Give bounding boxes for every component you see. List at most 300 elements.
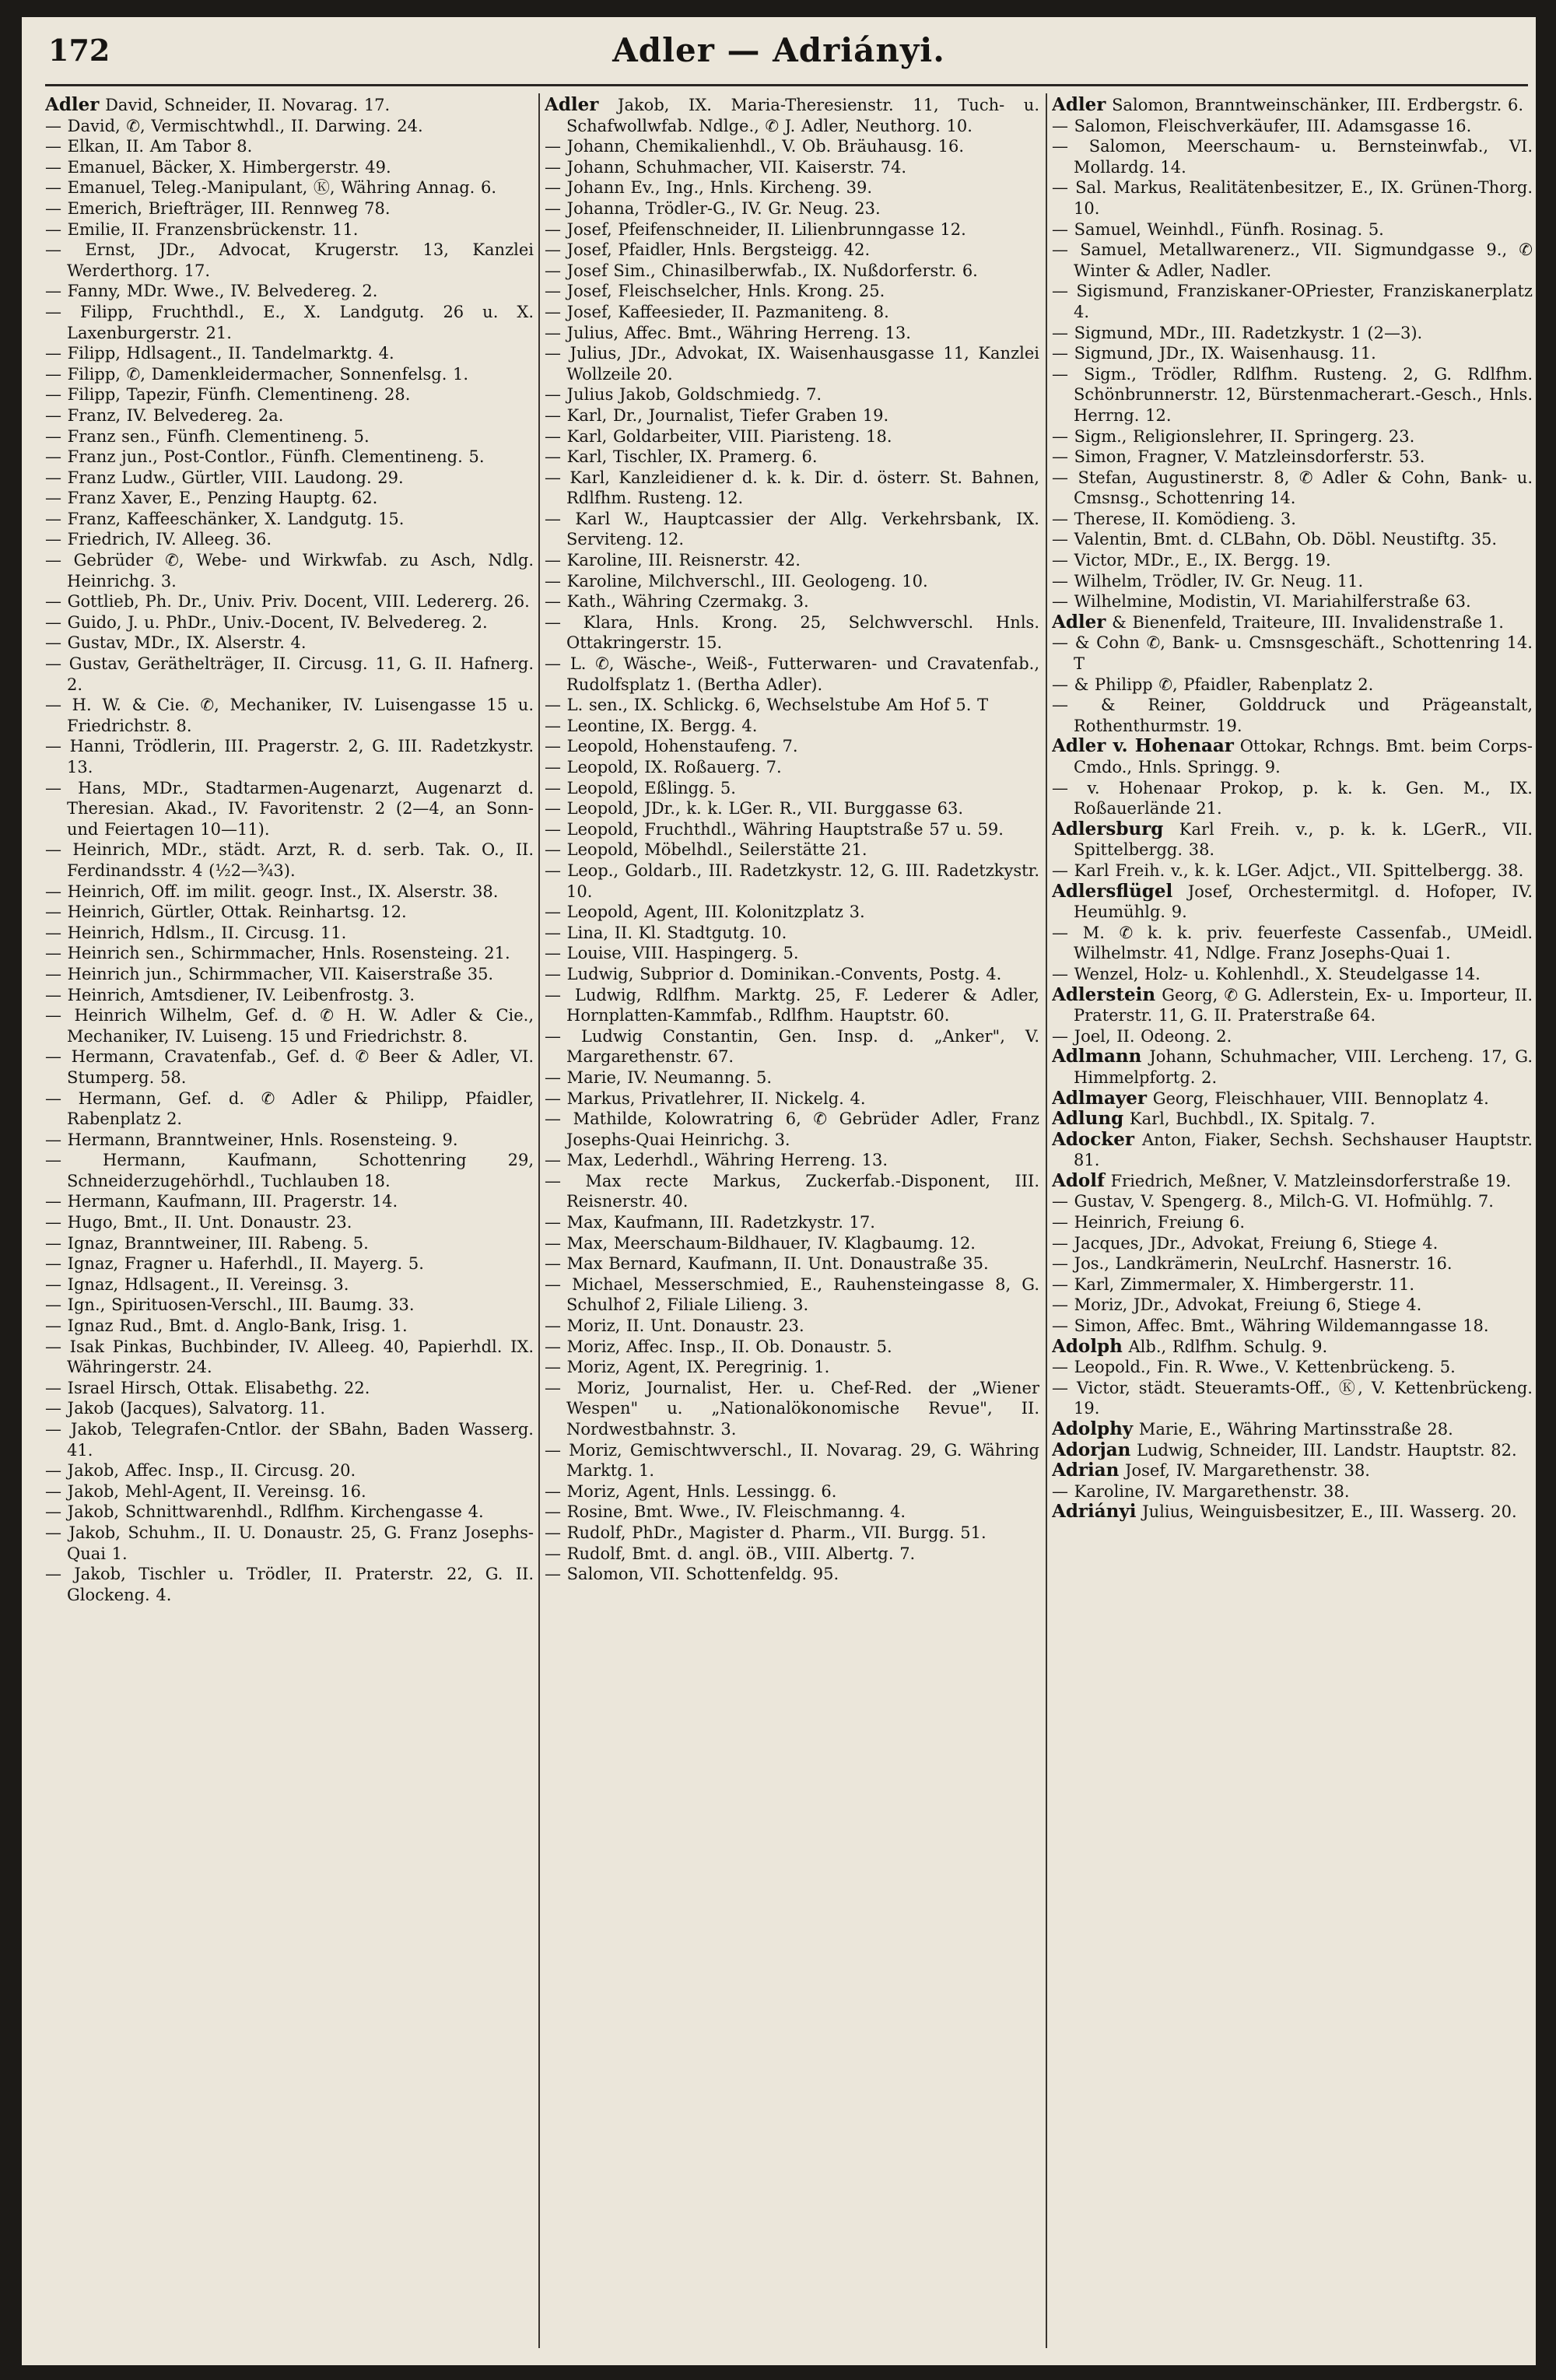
directory-entry: [1052, 447, 1533, 468]
directory-entry: [45, 177, 534, 198]
entry-text: — Jos., Landkrämerin, NeuLrchf. Hasnerstr. 16.: [1052, 1254, 1453, 1274]
entry-text: — Leop., Goldarb., III. Radetzkystr. 12, G. III. Radetzkystr. 10.: [545, 861, 1039, 901]
entry-text: — Ernst, JDr., Advocat, Krugerstr. 13, Kanzlei Werderthorg. 17.: [45, 240, 534, 280]
directory-entry: [45, 405, 534, 426]
directory-entry: [545, 1564, 1039, 1585]
directory-entry: [45, 736, 534, 777]
directory-entry: [545, 240, 1039, 261]
directory-entry: [1052, 1191, 1533, 1212]
directory-entry: [545, 136, 1039, 157]
directory-entry: [545, 943, 1039, 964]
column-divider-1: [538, 93, 540, 2348]
directory-entry: [1052, 985, 1533, 1026]
entry-text: — Julius Jakob, Goldschmiedg. 7.: [545, 385, 822, 405]
entry-text: — Jakob, Tischler u. Trödler, II. Praterstr. 22, G. II. Glockeng. 4.: [45, 1565, 534, 1604]
entry-text: — Wilhelm, Trödler, IV. Gr. Neug. 11.: [1052, 571, 1364, 591]
directory-entry: [545, 1378, 1039, 1440]
directory-entry: [545, 468, 1039, 509]
entry-text: David, Schneider, II. Novarag. 17.: [99, 96, 391, 114]
directory-entry: [545, 1274, 1039, 1316]
directory-entry: [545, 1171, 1039, 1212]
entry-text: — Heinrich, Off. im milit. geogr. Inst., IX. Alserstr. 38.: [45, 882, 499, 901]
directory-entry: [1052, 509, 1533, 530]
directory-entry: [545, 612, 1039, 654]
directory-entry: [545, 839, 1039, 861]
directory-entry: [1052, 633, 1533, 674]
directory-entry: [545, 323, 1039, 344]
directory-entry: [545, 1544, 1039, 1565]
directory-entry: [1052, 1253, 1533, 1274]
directory-entry: [1052, 1171, 1533, 1192]
entry-text: — Moriz, Affec. Insp., II. Ob. Donaustr. 5.: [545, 1337, 892, 1356]
entry-text: — Leopold, Fruchthdl., Währing Hauptstraße 57 u. 59.: [545, 819, 1004, 839]
directory-entry: [45, 902, 534, 923]
entry-text: Josef, Orchestermitgl. d. Hofoper, IV. Heumühlg. 9.: [1074, 882, 1533, 922]
directory-entry: [545, 695, 1039, 716]
directory-entry: [545, 95, 1039, 136]
directory-entry: [45, 509, 534, 530]
directory-entry: [545, 426, 1039, 447]
surname-heading: Adlerstein: [1052, 983, 1156, 1005]
entry-text: — Sigmund, JDr., IX. Waisenhausg. 11.: [1052, 344, 1376, 363]
directory-entry: [545, 1523, 1039, 1544]
entry-text: — Victor, MDr., E., IX. Bergg. 19.: [1052, 551, 1331, 570]
directory-entry: [1052, 1460, 1533, 1481]
entry-text: — Karl Freih. v., k. k. LGer. Adjct., VII. Spittelbergg. 38.: [1052, 861, 1524, 880]
directory-entry: [1052, 468, 1533, 509]
surname-heading: Adriányi: [1052, 1501, 1137, 1523]
entry-text: — Marie, IV. Neumanng. 5.: [545, 1067, 773, 1087]
directory-entry: [45, 281, 534, 302]
entry-text: — Josef Sim., Chinasilberwfab., IX. Nußdorferstr. 6.: [545, 261, 978, 280]
entry-text: — L. ✆, Wäsche-, Weiß-, Futterwaren- und Cravatenfab., Rudolfsplatz 1. (Bertha Adler).: [545, 654, 1039, 694]
entry-text: — Karoline, Milchverschl., III. Geologeng. 10.: [545, 571, 928, 591]
entry-text: — Josef, Pfeifenschneider, II. Lilienbrunngasse 12.: [545, 219, 966, 239]
entry-text: — Rudolf, Bmt. d. angl. öB., VIII. Albertg. 7.: [545, 1544, 916, 1563]
surname-heading: Adolf: [1052, 1169, 1105, 1191]
directory-entry: [545, 861, 1039, 902]
directory-entry: [545, 1109, 1039, 1150]
directory-entry: [545, 923, 1039, 944]
entry-text: Anton, Fiaker, Sechsh. Sechshauser Hauptstr. 81.: [1074, 1130, 1533, 1170]
entry-text: — Karoline, III. Reisnerstr. 42.: [545, 551, 801, 570]
directory-entry: [45, 302, 534, 343]
entry-text: — Heinrich, Freiung 6.: [1052, 1213, 1246, 1232]
entry-text: — Gustav, Geräthelträger, II. Circusg. 11, G. II. Hafnerg. 2.: [45, 654, 534, 694]
surname-heading: Adlmann: [1052, 1046, 1142, 1067]
entry-text: — Emerich, Briefträger, III. Rennweg 78.: [45, 198, 391, 218]
directory-entry: [545, 198, 1039, 219]
entry-text: — Leopold., Fin. R. Wwe., V. Kettenbrückeng. 5.: [1052, 1358, 1456, 1377]
entry-text: — Sigismund, Franziskaner-OPriester, Franziskanerplatz 4.: [1052, 282, 1533, 321]
directory-entry: [1052, 116, 1533, 137]
directory-entry: [45, 1564, 534, 1605]
surname-heading: Adlmayer: [1052, 1087, 1148, 1109]
entry-text: — Moriz, Agent, IX. Peregrinig. 1.: [545, 1358, 830, 1377]
entry-text: — Hermann, Branntweiner, Hnls. Rosensteing. 9.: [45, 1130, 458, 1149]
directory-entry: [1052, 1337, 1533, 1358]
directory-entry: [1052, 95, 1533, 116]
directory-entry: [45, 550, 534, 591]
directory-entry: [45, 923, 534, 944]
directory-entry: [45, 1191, 534, 1212]
page-title: Adler — Adriányi.: [612, 31, 945, 69]
surname-heading: Adrian: [1052, 1460, 1120, 1481]
directory-entry: [545, 177, 1039, 198]
directory-entry: [1052, 1130, 1533, 1171]
directory-column-2: [545, 95, 1039, 2351]
surname-heading: Adlersflügel: [1052, 880, 1173, 902]
directory-entry: [545, 964, 1039, 985]
directory-entry: [45, 95, 534, 116]
directory-entry: [45, 1419, 534, 1460]
entry-text: — Filipp, Hdlsagent., II. Tandelmarktg. 4.: [45, 344, 394, 363]
directory-entry: [545, 1337, 1039, 1358]
directory-entry: [545, 1253, 1039, 1274]
entry-text: — David, ✆, Vermischtwhdl., II. Darwing. 24.: [45, 116, 423, 135]
entry-text: — Leopold, Eßlingg. 5.: [545, 778, 736, 797]
directory-entry: [45, 1150, 534, 1191]
entry-text: & Bienenfeld, Traiteure, III. Invalidenstraße 1.: [1106, 612, 1504, 632]
directory-entry: [45, 1233, 534, 1254]
directory-entry: [1052, 364, 1533, 426]
entry-text: — Jakob, Schuhm., II. U. Donaustr. 25, G. Franz Josephs-Quai 1.: [45, 1523, 534, 1563]
entry-text: — Franz jun., Post-Contlor., Fünfh. Clementineng. 5.: [45, 447, 485, 467]
directory-entry: [45, 468, 534, 489]
entry-text: — Max, Kaufmann, III. Radetzkystr. 17.: [545, 1213, 875, 1232]
entry-text: — Ignaz, Fragner u. Haferhdl., II. Mayerg. 5.: [45, 1254, 424, 1274]
entry-text: — Salomon, VII. Schottenfeldg. 95.: [545, 1565, 839, 1584]
entry-text: — Johann, Chemikalienhdl., V. Ob. Bräuhausg. 16.: [545, 137, 965, 156]
entry-text: — Jakob, Affec. Insp., II. Circusg. 20.: [45, 1461, 356, 1481]
directory-entry: [1052, 1295, 1533, 1316]
directory-entry: [45, 882, 534, 903]
directory-entry: [45, 1502, 534, 1523]
entry-text: — Ignaz, Branntweiner, III. Rabeng. 5.: [45, 1233, 369, 1253]
entry-text: — Moriz, Gemischtwverschl., II. Novarag. 29, G. Währing Marktg. 1.: [545, 1440, 1039, 1481]
directory-entry: [1052, 675, 1533, 696]
directory-entry: [45, 1337, 534, 1378]
entry-text: — Sal. Markus, Realitätenbesitzer, E., IX. Grünen-Thorg. 10.: [1052, 178, 1533, 218]
directory-entry: [45, 384, 534, 405]
directory-entry: [45, 343, 534, 364]
directory-entry: [1052, 571, 1533, 592]
directory-entry: [1052, 1419, 1533, 1440]
directory-entry: [45, 1460, 534, 1481]
entry-text: — Jacques, JDr., Advokat, Freiung 6, Stiege 4.: [1052, 1233, 1439, 1253]
entry-text: — L. sen., IX. Schlickg. 6, Wechselstube Am Hof 5. T: [545, 696, 989, 715]
surname-heading: Adler: [1052, 95, 1106, 115]
directory-entry: [1052, 1316, 1533, 1337]
directory-entry: [545, 1502, 1039, 1523]
directory-entry: [545, 1026, 1039, 1067]
surname-heading: Adlersburg: [1052, 818, 1164, 839]
entry-text: Ludwig, Schneider, III. Landstr. Hauptstr. 82.: [1130, 1440, 1517, 1460]
directory-entry: [545, 798, 1039, 819]
directory-entry: [545, 1150, 1039, 1171]
entry-text: — Hanni, Trödlerin, III. Pragerstr. 2, G. III. Radetzkystr. 13.: [45, 737, 534, 776]
directory-entry: [1052, 1026, 1533, 1047]
entry-text: — Heinrich sen., Schirmmacher, Hnls. Rosensteing. 21.: [45, 944, 510, 963]
directory-entry: [545, 447, 1039, 468]
entry-text: Josef, IV. Margarethenstr. 38.: [1119, 1461, 1370, 1481]
entry-text: — Ignaz, Hdlsagent., II. Vereinsg. 3.: [45, 1274, 349, 1294]
directory-entry: [1052, 177, 1533, 219]
directory-entry: [45, 198, 534, 219]
directory-entry: [1052, 136, 1533, 177]
directory-entry: [45, 157, 534, 178]
entry-text: — Leopold, IX. Roßauerg. 7.: [545, 758, 782, 776]
entry-text: — H. W. & Cie. ✆, Mechaniker, IV. Luisengasse 15 u. Friedrichstr. 8.: [45, 696, 534, 735]
entry-text: — Louise, VIII. Haspingerg. 5.: [545, 944, 799, 963]
entry-text: — Wilhelmine, Modistin, VI. Mariahilferstraße 63.: [1052, 592, 1471, 612]
surname-heading: Adlung: [1052, 1108, 1124, 1130]
directory-entry: [545, 1316, 1039, 1337]
entry-text: — Jakob (Jacques), Salvatorg. 11.: [45, 1399, 326, 1418]
entry-text: — Samuel, Weinhdl., Fünfh. Rosinag. 5.: [1052, 219, 1384, 239]
directory-entry: [1052, 1378, 1533, 1419]
entry-text: — Sigm., Trödler, Rdlfhm. Rusteng. 2, G. Rdlfhm. Schönbrunnerstr. 12, Bürstenmacherart.-Gesch., Hnls. Herrng. 12.: [1052, 364, 1533, 425]
directory-entry: [45, 591, 534, 612]
directory-entry: [1052, 343, 1533, 364]
entry-text: — Hugo, Bmt., II. Unt. Donaustr. 23.: [45, 1213, 352, 1232]
directory-entry: [545, 736, 1039, 757]
entry-text: — Karl, Goldarbeiter, VIII. Piaristeng. 18.: [545, 426, 892, 446]
entry-text: — Lina, II. Kl. Stadtgutg. 10.: [545, 923, 787, 942]
directory-entry: [545, 1481, 1039, 1502]
entry-text: — Markus, Privatlehrer, II. Nickelg. 4.: [545, 1088, 866, 1108]
entry-text: — Rudolf, PhDr., Magister d. Pharm., VII. Burgg. 51.: [545, 1523, 987, 1542]
entry-text: — Heinrich, MDr., städt. Arzt, R. d. serb. Tak. O., II. Ferdinandsstr. 4 (½2—¾3).: [45, 840, 534, 880]
entry-text: — Franz, Kaffeeschänker, X. Landgutg. 15.: [45, 509, 405, 528]
entry-text: — Emanuel, Teleg.-Manipulant, Ⓚ, Währing Annag. 6.: [45, 178, 497, 198]
directory-entry: [1052, 550, 1533, 571]
entry-text: — Kath., Währing Czermakg. 3.: [545, 592, 809, 612]
directory-entry: [45, 240, 534, 281]
entry-text: — Friedrich, IV. Alleeg. 36.: [45, 530, 272, 549]
directory-entry: [1052, 1481, 1533, 1502]
directory-entry: [45, 695, 534, 736]
entry-text: — M. ✆ k. k. priv. feuerfeste Cassenfab., UMeidl. Wilhelmstr. 41, Ndlge. Franz Josephs-Quai 1.: [1052, 923, 1533, 963]
entry-text: — Max recte Markus, Zuckerfab.-Disponent, III. Reisnerstr. 40.: [545, 1171, 1039, 1211]
entry-text: — Simon, Fragner, V. Matzleinsdorferstr. 53.: [1052, 447, 1425, 467]
entry-text: — Karl, Zimmermaler, X. Himbergerstr. 11.: [1052, 1274, 1415, 1294]
directory-entry: [45, 529, 534, 550]
directory-entry: [45, 1046, 534, 1088]
directory-entry: [45, 364, 534, 385]
surname-heading: Adorjan: [1052, 1439, 1131, 1460]
directory-entry: [45, 1523, 534, 1564]
entry-text: — Hermann, Kaufmann, Schottenring 29, Schneiderzugehörhdl., Tuchlauben 18.: [45, 1151, 534, 1190]
directory-entry: [545, 757, 1039, 778]
directory-entry: [45, 778, 534, 840]
directory-entry: [1052, 529, 1533, 550]
directory-entry: [1052, 1046, 1533, 1088]
entry-text: — Wenzel, Holz- u. Kohlenhdl., X. Steudelgasse 14.: [1052, 964, 1481, 983]
directory-entry: [545, 571, 1039, 592]
entry-text: Jakob, IX. Maria-Theresienstr. 11, Tuch- u. Schafwollwfab. Ndlge., ✆ J. Adler, Neuthorg. 10.: [566, 96, 1039, 135]
directory-entry: [545, 550, 1039, 571]
directory-entry: [45, 1212, 534, 1233]
directory-entry: [45, 654, 534, 695]
directory-entry: [45, 447, 534, 468]
page-number: 172: [48, 33, 110, 68]
entry-text: — Jakob, Schnittwarenhdl., Rdlfhm. Kirchengasse 4.: [45, 1502, 484, 1522]
directory-entry: [545, 384, 1039, 405]
directory-entry: [1052, 1274, 1533, 1295]
directory-entry: [545, 1233, 1039, 1254]
entry-text: — Leopold, Möbelhdl., Seilerstätte 21.: [545, 840, 867, 860]
entry-text: — Valentin, Bmt. d. CLBahn, Ob. Döbl. Neustiftg. 35.: [1052, 530, 1498, 549]
entry-text: — Heinrich Wilhelm, Gef. d. ✆ H. W. Adler & Cie., Mechaniker, IV. Luiseng. 15 und Friedrichstr. 8.: [45, 1006, 534, 1046]
entry-text: — Karl W., Hauptcassier der Allg. Verkehrsbank, IX. Serviteng. 12.: [545, 509, 1039, 549]
entry-text: — Heinrich jun., Schirmmacher, VII. Kaiserstraße 35.: [45, 964, 494, 983]
directory-entry: [45, 1316, 534, 1337]
surname-heading: Adler: [545, 95, 599, 115]
directory-entry: [545, 261, 1039, 282]
entry-text: — Sigmund, MDr., III. Radetzkystr. 1 (2—3).: [1052, 323, 1423, 342]
entry-text: — Michael, Messerschmied, E., Rauhensteingasse 8, G. Schulhof 2, Filiale Lilieng. 3.: [545, 1274, 1039, 1315]
entry-text: — Moriz, JDr., Advokat, Freiung 6, Stiege 4.: [1052, 1295, 1422, 1315]
directory-entry: [545, 281, 1039, 302]
directory-entry: [545, 591, 1039, 612]
entry-text: — Leopold, Agent, III. Kolonitzplatz 3.: [545, 903, 865, 922]
directory-entry: [545, 1357, 1039, 1378]
entry-text: — Guido, J. u. PhDr., Univ.-Docent, IV. Belvedereg. 2.: [45, 612, 488, 632]
directory-entry: [545, 819, 1039, 840]
entry-text: — Moriz, Journalist, Her. u. Chef-Red. der „Wiener Wespen" u. „Nationalökonomische Revue", II. Nordwestbahnstr. 3.: [545, 1378, 1039, 1439]
entry-text: — Ludwig, Rdlfhm. Marktg. 25, F. Lederer & Adler, Hornplatten-Kammfab., Rdlfhm. Hauptstr. 60.: [545, 985, 1039, 1025]
column-divider-2: [1046, 93, 1047, 2348]
entry-text: — Ludwig Constantin, Gen. Insp. d. „Anker", V. Margarethenstr. 67.: [545, 1026, 1039, 1067]
entry-text: — Heinrich, Gürtler, Ottak. Reinhartsg. 12.: [45, 903, 407, 922]
entry-text: — Julius, Affec. Bmt., Währing Herreng. 13.: [545, 323, 911, 342]
entry-text: — Rosine, Bmt. Wwe., IV. Fleischmanng. 4.: [545, 1502, 906, 1522]
entry-text: — Julius, JDr., Advokat, IX. Waisenhausgasse 11, Kanzlei Wollzeile 20.: [545, 344, 1039, 384]
entry-text: — Jakob, Mehl-Agent, II. Vereinsg. 16.: [45, 1481, 366, 1501]
entry-text: Ottokar, Rchngs. Bmt. beim Corps-Cmdo., Hnls. Springg. 9.: [1074, 737, 1533, 776]
entry-text: — Therese, II. Komödieng. 3.: [1052, 509, 1296, 528]
entry-text: Alb., Rdlfhm. Schulg. 9.: [1122, 1337, 1328, 1356]
entry-text: — Sigm., Religionslehrer, II. Springerg. 23.: [1052, 426, 1415, 446]
directory-entry: [45, 116, 534, 137]
entry-text: — Moriz, II. Unt. Donaustr. 23.: [545, 1316, 804, 1336]
entry-text: — & Cohn ✆, Bank- u. Cmsnsgeschäft., Schottenring 14. T: [1052, 633, 1533, 674]
entry-text: — Simon, Affec. Bmt., Währing Wildemanngasse 18.: [1052, 1316, 1489, 1336]
entry-text: — Franz, IV. Belvedereg. 2a.: [45, 405, 284, 425]
directory-entry: [545, 1212, 1039, 1233]
entry-text: — Israel Hirsch, Ottak. Elisabethg. 22.: [45, 1378, 370, 1397]
entry-text: — Max, Lederhdl., Währing Herreng. 13.: [545, 1151, 888, 1170]
surname-heading: Adler v. Hohenaar: [1052, 735, 1234, 757]
directory-entry: [1052, 1502, 1533, 1523]
directory-entry: [45, 136, 534, 157]
directory-entry: [545, 1440, 1039, 1481]
entry-text: — Hans, MDr., Stadtarmen-Augenarzt, Augenarzt d. Theresian. Akad., IV. Favoritenstr. 2 (2—4, an Sonn- und Feiertagen 10—11).: [45, 778, 534, 839]
directory-entry: [1052, 240, 1533, 281]
entry-text: — Franz Ludw., Gürtler, VIII. Laudong. 29.: [45, 468, 404, 487]
entry-text: — Josef, Kaffeesieder, II. Pazmaniteng. 8.: [545, 302, 889, 321]
entry-text: — Emilie, II. Franzensbrückenstr. 11.: [45, 219, 359, 239]
directory-entry: [1052, 1233, 1533, 1254]
entry-text: — Gustav, MDr., IX. Alserstr. 4.: [45, 633, 307, 653]
directory-entry: [1052, 736, 1533, 777]
directory-entry: [1052, 923, 1533, 964]
entry-text: — Stefan, Augustinerstr. 8, ✆ Adler & Cohn, Bank- u. Cmsnsg., Schottenring 14.: [1052, 468, 1533, 508]
directory-entry: [545, 1067, 1039, 1088]
directory-entry: [545, 343, 1039, 384]
directory-entry: [45, 426, 534, 447]
directory-entry: [1052, 426, 1533, 447]
header-rule: [45, 84, 1528, 86]
entry-text: — Karl, Tischler, IX. Pramerg. 6.: [545, 447, 818, 467]
entry-text: — Samuel, Metallwarenerz., VII. Sigmundgasse 9., ✆ Winter & Adler, Nadler.: [1052, 240, 1533, 280]
entry-text: — Salomon, Fleischverkäufer, III. Adamsgasse 16.: [1052, 116, 1472, 135]
directory-entry: [1052, 964, 1533, 985]
entry-text: — Gustav, V. Spengerg. 8., Milch-G. VI. Hofmühlg. 7.: [1052, 1192, 1494, 1211]
directory-entry: [45, 839, 534, 881]
entry-text: — Ign., Spirituosen-Verschl., III. Baumg. 33.: [45, 1295, 415, 1315]
surname-heading: Adler: [1052, 611, 1106, 633]
entry-text: — Filipp, ✆, Damenkleidermacher, Sonnenfelsg. 1.: [45, 364, 469, 384]
entry-text: — & Reiner, Golddruck und Prägeanstalt, Rothenthurmstr. 19.: [1052, 696, 1533, 735]
surname-heading: Adocker: [1052, 1128, 1134, 1150]
entry-text: — Ignaz Rud., Bmt. d. Anglo-Bank, Irisg. 1.: [45, 1316, 408, 1336]
entry-text: — Victor, städt. Steueramts-Off., Ⓚ, V. Kettenbrückeng. 19.: [1052, 1378, 1533, 1418]
entry-text: — Heinrich, Amtsdiener, IV. Leibenfrostg. 3.: [45, 985, 415, 1004]
directory-entry: [45, 1005, 534, 1046]
entry-text: Marie, E., Währing Martinsstraße 28.: [1133, 1420, 1453, 1439]
entry-text: — Joel, II. Odeong. 2.: [1052, 1026, 1232, 1046]
directory-entry: [1052, 1440, 1533, 1461]
directory-entry: [1052, 882, 1533, 923]
directory-entry: [545, 302, 1039, 323]
directory-entry: [1052, 281, 1533, 322]
entry-text: — Filipp, Fruchthdl., E., X. Landgutg. 26 u. X. Laxenburgerstr. 21.: [45, 302, 534, 342]
directory-entry: [45, 1274, 534, 1295]
entry-text: — Isak Pinkas, Buchbinder, IV. Alleeg. 40, Papierhdl. IX. Währingerstr. 24.: [45, 1337, 534, 1377]
entry-text: — Hermann, Gef. d. ✆ Adler & Philipp, Pfaidler, Rabenplatz 2.: [45, 1088, 534, 1129]
entry-text: Karl, Buchbdl., IX. Spitalg. 7.: [1123, 1109, 1376, 1129]
entry-text: — Filipp, Tapezir, Fünfh. Clementineng. 28.: [45, 385, 411, 405]
directory-entry: [1052, 861, 1533, 882]
directory-entry: [45, 219, 534, 240]
directory-entry: [1052, 778, 1533, 819]
entry-text: — Josef, Pfaidler, Hnls. Bergsteigg. 42.: [545, 240, 871, 260]
entry-text: — Karl, Kanzleidiener d. k. k. Dir. d. österr. St. Bahnen, Rdlfhm. Rusteng. 12.: [545, 468, 1039, 508]
directory-entry: [45, 1378, 534, 1399]
entry-text: — Heinrich, Hdlsm., II. Circusg. 11.: [45, 923, 347, 942]
directory-entry: [1052, 1109, 1533, 1130]
entry-text: — Elkan, II. Am Tabor 8.: [45, 137, 253, 156]
entry-text: — Gebrüder ✆, Webe- und Wirkwfab. zu Asch, Ndlg. Heinrichg. 3.: [45, 551, 534, 591]
directory-column-3: [1052, 95, 1533, 2351]
directory-entry: [545, 716, 1039, 737]
directory-entry: [545, 1088, 1039, 1109]
directory-entry: [1052, 323, 1533, 344]
directory-entry: [45, 943, 534, 964]
directory-entry: [45, 1481, 534, 1502]
directory-entry: [45, 1295, 534, 1316]
entry-text: — Johann, Schuhmacher, VII. Kaiserstr. 74.: [545, 157, 907, 177]
directory-entry: [1052, 695, 1533, 736]
directory-page: [22, 17, 1536, 2365]
directory-entry: [45, 1398, 534, 1419]
entry-text: — Klara, Hnls. Krong. 25, Selchwverschl. Hnls. Ottakringerstr. 15.: [545, 612, 1039, 653]
directory-column-1: [45, 95, 534, 2351]
entry-text: — Leontine, IX. Bergg. 4.: [545, 716, 758, 735]
surname-heading: Adler: [45, 95, 100, 115]
